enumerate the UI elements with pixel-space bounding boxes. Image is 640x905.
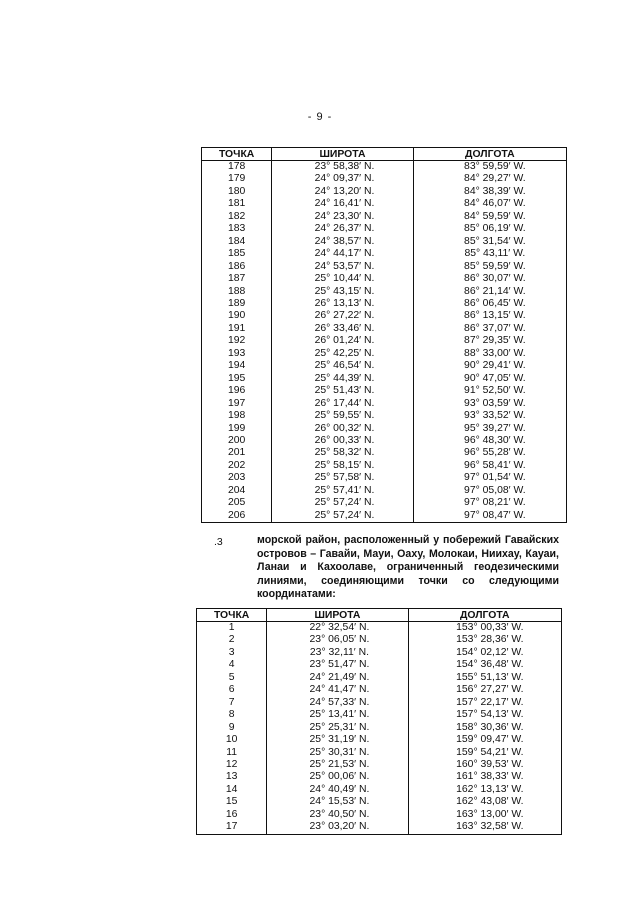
table-row <box>197 697 562 709</box>
latitude-cell <box>272 248 413 260</box>
longitude-cell-text: 160° 39,53′ W. <box>456 758 524 770</box>
point-cell: 205 <box>202 497 272 509</box>
latitude-cell <box>272 472 413 484</box>
latitude-cell-text: 22° 32,54′ N. <box>309 622 370 633</box>
longitude-cell <box>413 198 566 210</box>
latitude-cell <box>272 373 413 385</box>
latitude-cell-text: 25° 10,44′ N. <box>314 273 375 285</box>
point-cell: 184 <box>202 236 272 248</box>
point-cell: 14 <box>197 784 267 796</box>
latitude-cell-text: 23° 51,47′ N. <box>309 659 370 671</box>
latitude-cell <box>272 173 413 185</box>
table-row <box>202 472 567 484</box>
latitude-cell-text: 26° 17,44′ N. <box>314 397 375 409</box>
latitude-cell-text: 24° 41,47′ N. <box>309 684 370 696</box>
coordinates-table-a <box>201 147 567 523</box>
longitude-cell-text: 86° 06,45′ W. <box>464 297 526 309</box>
point-cell: 11 <box>197 747 267 759</box>
latitude-cell-text: 25° 00,06′ N. <box>309 771 370 783</box>
point-cell: 9 <box>197 722 267 734</box>
point-cell: 201 <box>202 447 272 459</box>
longitude-cell-text: 155° 51,13′ W. <box>456 671 524 683</box>
point-cell: 3 <box>197 647 267 659</box>
longitude-cell-text: 85° 59,59′ W. <box>464 260 526 272</box>
table-header-row <box>202 148 567 161</box>
latitude-cell <box>272 460 413 472</box>
longitude-cell <box>413 310 566 322</box>
table-row <box>202 310 567 322</box>
longitude-cell <box>408 722 561 734</box>
latitude-cell <box>272 335 413 347</box>
latitude-cell <box>272 161 413 174</box>
longitude-cell <box>413 273 566 285</box>
latitude-cell-text: 24° 38,57′ N. <box>314 235 375 247</box>
longitude-cell-text: 154° 02,12′ W. <box>456 646 524 658</box>
longitude-cell-text: 93° 33,52′ W. <box>464 410 526 422</box>
longitude-cell-text: 157° 54,13′ W. <box>456 709 524 721</box>
table-row <box>197 622 562 635</box>
longitude-cell <box>413 173 566 185</box>
point-cell: 183 <box>202 223 272 235</box>
longitude-cell <box>413 373 566 385</box>
latitude-cell <box>267 622 408 635</box>
latitude-cell <box>272 310 413 322</box>
latitude-cell-text: 24° 09,37′ N. <box>314 173 375 185</box>
table-row <box>202 360 567 372</box>
longitude-cell-text: 162° 13,13′ W. <box>456 783 524 795</box>
table-row <box>202 348 567 360</box>
latitude-cell <box>272 273 413 285</box>
longitude-cell <box>413 298 566 310</box>
latitude-cell <box>272 186 413 198</box>
longitude-cell <box>408 622 561 635</box>
point-cell: 178 <box>202 161 272 174</box>
table-row <box>202 161 567 174</box>
point-cell: 2 <box>197 634 267 646</box>
table-row <box>202 173 567 185</box>
longitude-cell <box>408 672 561 684</box>
longitude-cell <box>413 286 566 298</box>
longitude-cell-text: 96° 48,30′ W. <box>464 434 526 446</box>
latitude-cell <box>267 796 408 808</box>
table-row <box>202 373 567 385</box>
latitude-cell <box>272 236 413 248</box>
latitude-cell-text: 26° 00,32′ N. <box>314 422 375 434</box>
latitude-cell-text: 24° 57,33′ N. <box>309 696 370 708</box>
longitude-cell <box>413 348 566 360</box>
table-row <box>197 734 562 746</box>
longitude-cell-text: 153° 28,36′ W. <box>456 634 524 646</box>
latitude-cell-text: 25° 57,58′ N. <box>314 472 375 484</box>
header-longitude: ДОЛГОТА <box>413 148 566 161</box>
latitude-cell-text: 25° 42,25′ N. <box>314 347 375 359</box>
point-cell: 193 <box>202 348 272 360</box>
longitude-cell-text: 159° 09,47′ W. <box>456 734 524 746</box>
longitude-cell-text: 153° 00,33′ W. <box>456 622 524 633</box>
latitude-cell-text: 25° 13,41′ N. <box>309 709 370 721</box>
longitude-cell-text: 86° 30,07′ W. <box>464 273 526 285</box>
latitude-cell <box>267 747 408 759</box>
header-longitude: ДОЛГОТА <box>408 609 561 622</box>
table-row <box>202 335 567 347</box>
point-cell: 180 <box>202 186 272 198</box>
table-row <box>197 784 562 796</box>
point-cell: 190 <box>202 310 272 322</box>
point-cell: 188 <box>202 286 272 298</box>
longitude-cell-text: 84° 59,59′ W. <box>464 210 526 222</box>
table-row <box>202 298 567 310</box>
point-cell: 199 <box>202 423 272 435</box>
longitude-cell-text: 90° 47,05′ W. <box>464 372 526 384</box>
table-row <box>197 684 562 696</box>
latitude-cell <box>272 497 413 509</box>
header-point: ТОЧКА <box>202 148 272 161</box>
longitude-cell-text: 97° 08,47′ W. <box>464 509 526 521</box>
latitude-cell <box>272 410 413 422</box>
table-header-row <box>197 609 562 622</box>
longitude-cell <box>413 435 566 447</box>
latitude-cell <box>272 211 413 223</box>
longitude-cell <box>413 161 566 174</box>
table-row <box>202 248 567 260</box>
latitude-cell-text: 24° 40,49′ N. <box>309 783 370 795</box>
table-row <box>202 223 567 235</box>
latitude-cell-text: 26° 33,46′ N. <box>314 322 375 334</box>
longitude-cell-text: 163° 13,00′ W. <box>456 808 524 820</box>
latitude-cell <box>272 223 413 235</box>
latitude-cell <box>272 398 413 410</box>
point-cell: 17 <box>197 821 267 834</box>
latitude-cell <box>272 298 413 310</box>
latitude-cell <box>272 435 413 447</box>
latitude-cell-text: 25° 57,24′ N. <box>314 497 375 509</box>
latitude-cell-text: 25° 58,15′ N. <box>314 459 375 471</box>
table-row <box>197 771 562 783</box>
longitude-cell <box>413 485 566 497</box>
longitude-cell-text: 161° 38,33′ W. <box>456 771 524 783</box>
latitude-cell-text: 23° 58,38′ N. <box>314 161 375 172</box>
table-row <box>202 410 567 422</box>
longitude-cell <box>413 360 566 372</box>
point-cell: 13 <box>197 771 267 783</box>
latitude-cell <box>272 385 413 397</box>
point-cell: 196 <box>202 385 272 397</box>
point-cell: 194 <box>202 360 272 372</box>
longitude-cell-text: 85° 06,19′ W. <box>464 223 526 235</box>
longitude-cell <box>413 472 566 484</box>
longitude-cell-text: 90° 29,41′ W. <box>464 360 526 372</box>
table-row <box>197 709 562 721</box>
table-row <box>202 236 567 248</box>
latitude-cell-text: 25° 51,43′ N. <box>314 385 375 397</box>
longitude-cell <box>413 261 566 273</box>
point-cell: 6 <box>197 684 267 696</box>
point-cell: 12 <box>197 759 267 771</box>
longitude-cell-text: 85° 31,54′ W. <box>464 235 526 247</box>
latitude-cell-text: 24° 13,20′ N. <box>314 185 375 197</box>
longitude-cell-text: 97° 05,08′ W. <box>464 484 526 496</box>
table-row <box>202 485 567 497</box>
latitude-cell-text: 26° 13,13′ N. <box>314 297 375 309</box>
longitude-cell <box>413 497 566 509</box>
longitude-cell-text: 93° 03,59′ W. <box>464 397 526 409</box>
point-cell: 16 <box>197 809 267 821</box>
latitude-cell <box>267 672 408 684</box>
point-cell: 203 <box>202 472 272 484</box>
header-point: ТОЧКА <box>197 609 267 622</box>
latitude-cell-text: 23° 40,50′ N. <box>309 808 370 820</box>
table-row <box>202 447 567 459</box>
longitude-cell-text: 158° 30,36′ W. <box>456 721 524 733</box>
longitude-cell-text: 97° 08,21′ W. <box>464 497 526 509</box>
coordinates-table-b <box>196 608 562 835</box>
longitude-cell-text: 88° 33,00′ W. <box>464 347 526 359</box>
longitude-cell <box>413 447 566 459</box>
latitude-cell <box>267 634 408 646</box>
longitude-cell-text: 86° 37,07′ W. <box>464 322 526 334</box>
latitude-cell-text: 24° 16,41′ N. <box>314 198 375 210</box>
latitude-cell <box>267 647 408 659</box>
latitude-cell-text: 25° 46,54′ N. <box>314 360 375 372</box>
latitude-cell <box>272 360 413 372</box>
point-cell: 185 <box>202 248 272 260</box>
point-cell: 191 <box>202 323 272 335</box>
point-cell: 206 <box>202 510 272 523</box>
longitude-cell-text: 162° 43,08′ W. <box>456 796 524 808</box>
latitude-cell <box>267 771 408 783</box>
table-row <box>202 460 567 472</box>
latitude-cell <box>272 423 413 435</box>
longitude-cell <box>413 510 566 523</box>
longitude-cell <box>413 223 566 235</box>
point-cell: 181 <box>202 198 272 210</box>
longitude-cell <box>408 684 561 696</box>
latitude-cell-text: 26° 27,22′ N. <box>314 310 375 322</box>
latitude-cell <box>272 510 413 523</box>
table-row <box>202 286 567 298</box>
longitude-cell <box>408 709 561 721</box>
longitude-cell-text: 87° 29,35′ W. <box>464 335 526 347</box>
latitude-cell-text: 25° 31,19′ N. <box>309 734 370 746</box>
longitude-cell-text: 84° 46,07′ W. <box>464 198 526 210</box>
longitude-cell-text: 154° 36,48′ W. <box>456 659 524 671</box>
point-cell: 8 <box>197 709 267 721</box>
longitude-cell <box>408 759 561 771</box>
longitude-cell-text: 96° 58,41′ W. <box>464 459 526 471</box>
longitude-cell <box>408 747 561 759</box>
table-row <box>197 747 562 759</box>
table-row <box>202 385 567 397</box>
section-marker: .3 <box>214 536 223 548</box>
latitude-cell-text: 23° 32,11′ N. <box>309 646 369 658</box>
latitude-cell <box>272 323 413 335</box>
table-row <box>202 198 567 210</box>
latitude-cell <box>267 659 408 671</box>
latitude-cell-text: 25° 44,39′ N. <box>314 372 375 384</box>
table-row <box>202 323 567 335</box>
point-cell: 189 <box>202 298 272 310</box>
point-cell: 182 <box>202 211 272 223</box>
latitude-cell <box>272 286 413 298</box>
latitude-cell-text: 23° 03,20′ N. <box>309 821 370 833</box>
point-cell: 204 <box>202 485 272 497</box>
latitude-cell <box>272 485 413 497</box>
point-cell: 192 <box>202 335 272 347</box>
longitude-cell <box>408 796 561 808</box>
table-row <box>197 672 562 684</box>
longitude-cell <box>413 186 566 198</box>
table-row <box>202 186 567 198</box>
table-row <box>197 821 562 834</box>
latitude-cell <box>267 734 408 746</box>
latitude-cell-text: 26° 00,33′ N. <box>314 434 375 446</box>
point-cell: 198 <box>202 410 272 422</box>
longitude-cell-text: 95° 39,27′ W. <box>464 422 526 434</box>
latitude-cell <box>267 759 408 771</box>
longitude-cell <box>408 821 561 834</box>
table-row <box>197 634 562 646</box>
latitude-cell <box>272 348 413 360</box>
latitude-cell-text: 24° 15,53′ N. <box>309 796 370 808</box>
longitude-cell <box>408 809 561 821</box>
latitude-cell <box>267 784 408 796</box>
longitude-cell-text: 84° 29,27′ W. <box>464 173 526 185</box>
longitude-cell-text: 86° 13,15′ W. <box>464 310 526 322</box>
latitude-cell <box>267 697 408 709</box>
latitude-cell-text: 23° 06,05′ N. <box>309 634 370 646</box>
table-row <box>202 510 567 523</box>
table-row <box>197 759 562 771</box>
longitude-cell <box>413 423 566 435</box>
point-cell: 7 <box>197 697 267 709</box>
point-cell: 197 <box>202 398 272 410</box>
latitude-cell <box>267 722 408 734</box>
latitude-cell-text: 25° 43,15′ N. <box>314 285 375 297</box>
latitude-cell <box>272 261 413 273</box>
latitude-cell-text: 24° 44,17′ N. <box>314 248 375 260</box>
longitude-cell <box>413 410 566 422</box>
longitude-cell-text: 86° 21,14′ W. <box>464 285 526 297</box>
point-cell: 5 <box>197 672 267 684</box>
longitude-cell <box>413 335 566 347</box>
header-latitude: ШИРОТА <box>267 609 408 622</box>
longitude-cell <box>408 647 561 659</box>
latitude-cell-text: 25° 57,41′ N. <box>314 484 375 496</box>
table-row <box>197 809 562 821</box>
point-cell: 186 <box>202 261 272 273</box>
latitude-cell-text: 24° 26,37′ N. <box>314 223 375 235</box>
table-row <box>202 273 567 285</box>
latitude-cell <box>272 447 413 459</box>
latitude-cell <box>267 821 408 834</box>
longitude-cell <box>413 460 566 472</box>
longitude-cell <box>408 784 561 796</box>
latitude-cell-text: 25° 59,55′ N. <box>314 410 375 422</box>
table-row <box>197 659 562 671</box>
table-row <box>202 261 567 273</box>
page-number: - 9 - <box>307 111 333 123</box>
longitude-cell <box>408 634 561 646</box>
latitude-cell-text: 24° 23,30′ N. <box>314 210 375 222</box>
point-cell: 10 <box>197 734 267 746</box>
point-cell: 179 <box>202 173 272 185</box>
latitude-cell-text: 26° 01,24′ N. <box>314 335 375 347</box>
section-description: морской район, расположенный у побережий Гавайских островов – Гавайи, Мауи, Оаху, Молокаи, Ниихау, Кауаи, Ланаи и Кахоолаве, ограниченный геодезическими линиями, соединяющими точки со следующими координатами: <box>257 534 559 601</box>
longitude-cell-text: 84° 38,39′ W. <box>464 185 526 197</box>
longitude-cell <box>413 323 566 335</box>
longitude-cell <box>413 211 566 223</box>
longitude-cell-text: 83° 59,59′ W. <box>464 161 526 172</box>
table-row <box>197 796 562 808</box>
point-cell: 1 <box>197 622 267 635</box>
longitude-cell <box>408 734 561 746</box>
longitude-cell-text: 156° 27,27′ W. <box>456 684 524 696</box>
latitude-cell <box>267 809 408 821</box>
longitude-cell <box>413 236 566 248</box>
longitude-cell-text: 97° 01,54′ W. <box>464 472 526 484</box>
point-cell: 200 <box>202 435 272 447</box>
latitude-cell-text: 24° 53,57′ N. <box>314 260 375 272</box>
latitude-cell-text: 25° 58,32′ N. <box>314 447 375 459</box>
longitude-cell-text: 157° 22,17′ W. <box>456 696 524 708</box>
header-latitude: ШИРОТА <box>272 148 413 161</box>
table-row <box>202 435 567 447</box>
point-cell: 187 <box>202 273 272 285</box>
table-row <box>202 423 567 435</box>
latitude-cell <box>272 198 413 210</box>
point-cell: 15 <box>197 796 267 808</box>
latitude-cell <box>267 709 408 721</box>
longitude-cell-text: 163° 32,58′ W. <box>456 821 524 833</box>
point-cell: 195 <box>202 373 272 385</box>
longitude-cell-text: 159° 54,21′ W. <box>456 746 524 758</box>
table-row <box>202 497 567 509</box>
longitude-cell <box>408 697 561 709</box>
table-row <box>197 647 562 659</box>
longitude-cell-text: 91° 52,50′ W. <box>464 385 526 397</box>
table-row <box>197 722 562 734</box>
point-cell: 202 <box>202 460 272 472</box>
point-cell: 4 <box>197 659 267 671</box>
latitude-cell-text: 25° 21,53′ N. <box>309 758 370 770</box>
longitude-cell-text: 85° 43,11′ W. <box>464 248 526 260</box>
table-row <box>202 211 567 223</box>
longitude-cell <box>413 398 566 410</box>
latitude-cell-text: 25° 30,31′ N. <box>309 746 370 758</box>
latitude-cell-text: 25° 25,31′ N. <box>309 721 370 733</box>
latitude-cell-text: 25° 57,24′ N. <box>314 509 375 521</box>
latitude-cell <box>267 684 408 696</box>
longitude-cell-text: 96° 55,28′ W. <box>464 447 526 459</box>
longitude-cell <box>413 385 566 397</box>
table-row <box>202 398 567 410</box>
longitude-cell <box>413 248 566 260</box>
longitude-cell <box>408 659 561 671</box>
latitude-cell-text: 24° 21,49′ N. <box>309 671 370 683</box>
longitude-cell <box>408 771 561 783</box>
